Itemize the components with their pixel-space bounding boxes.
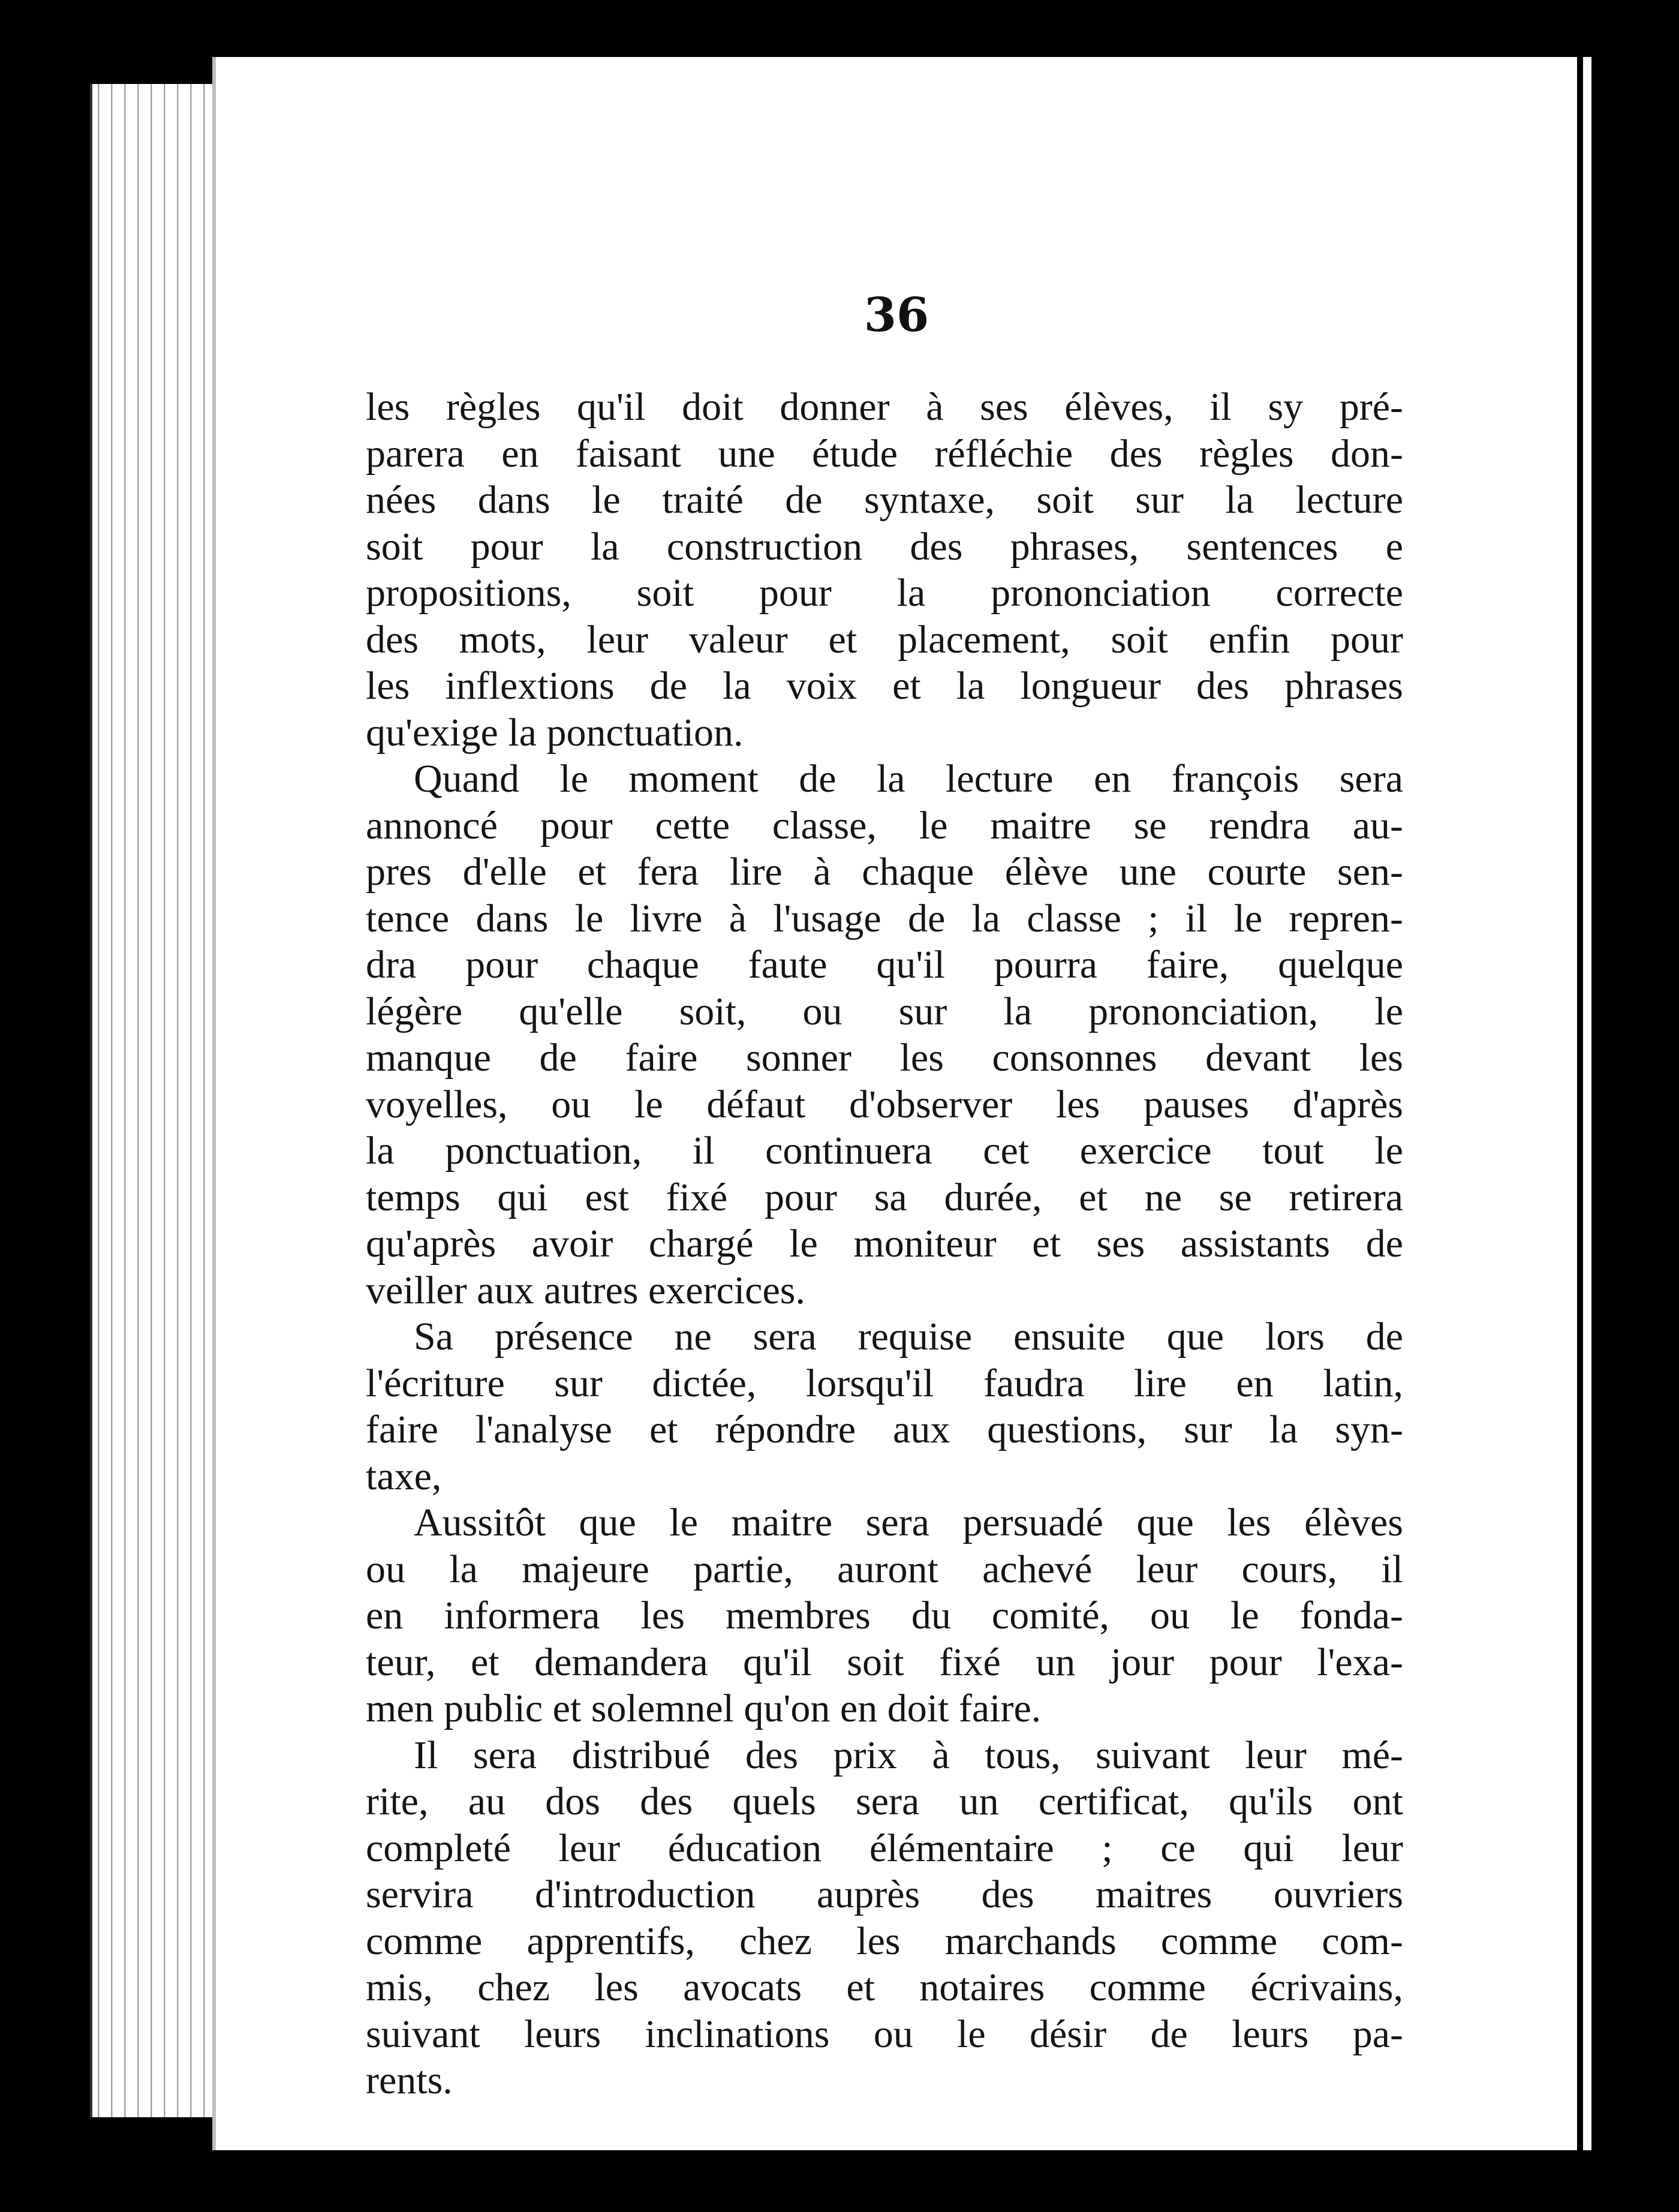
paragraph [366, 756, 1403, 1314]
text-line: pres d'elle et fera lire à chaque élève une courte sen- [366, 850, 1403, 894]
text-line: Sa présence ne sera requise ensuite que lors de [414, 1315, 1403, 1359]
text-line: veiller aux autres exercices. [366, 1268, 805, 1312]
text-line: voyelles, ou le défaut d'observer les pauses d'après [366, 1082, 1403, 1126]
text-line: faire l'analyse et répondre aux questions, sur la syn- [366, 1408, 1403, 1451]
text-line: Aussitôt que le maitre sera persuadé que les élèves [414, 1501, 1403, 1544]
text-line: soit pour la construction des phrases, sentences e [366, 524, 1403, 569]
text-line: rite, au dos des quels sera un certificat, qu'ils ont [366, 1780, 1403, 1823]
text-line: les règles qu'il doit donner à ses élèves, il sy pré- [366, 385, 1403, 429]
text-line: temps qui est fixé pour sa durée, et ne se retirera [366, 1175, 1403, 1219]
text-line: dra pour chaque faute qu'il pourra faire, quelque [366, 943, 1403, 987]
body-text [366, 384, 1403, 2104]
page-number: 36 [863, 288, 929, 342]
text-line: propositions, soit pour la prononciation correcte [366, 571, 1403, 615]
text-line: manque de faire sonner les consonnes devant les [366, 1036, 1403, 1080]
text-line: men public et solemnel qu'on en doit faire. [366, 1687, 1042, 1730]
text-line: les inflextions de la voix et la longueur des phrases [366, 664, 1403, 708]
text-line: rents. [366, 2058, 453, 2102]
text-line: tence dans le livre à l'usage de la classe ; il le repren- [366, 896, 1403, 940]
text-line: nées dans le traité de syntaxe, soit sur la lecture [366, 478, 1403, 522]
text-line: la ponctuation, il continuera cet exercice tout le [366, 1129, 1403, 1173]
text-line: en informera les membres du comité, ou le fonda- [366, 1594, 1403, 1637]
text-line: Il sera distribué des prix à tous, suivant leur mé- [414, 1733, 1403, 1777]
paragraph [366, 1732, 1403, 2104]
book-page [216, 57, 1577, 2150]
text-line: servira d'introduction auprès des maitres ouvriers [366, 1873, 1403, 1916]
text-line: completé leur éducation élémentaire ; ce qui leur [366, 1826, 1403, 1870]
paragraph [366, 1499, 1403, 1732]
text-line: l'écriture sur dictée, lorsqu'il faudra lire en latin, [366, 1361, 1403, 1405]
text-line: suivant leurs inclinations ou le désir de leurs pa- [366, 2012, 1403, 2056]
text-line: annoncé pour cette classe, le maitre se rendra au- [366, 803, 1403, 847]
text-line: taxe, [366, 1454, 442, 1498]
text-line: parera en faisant une étude réfléchie des règles don- [366, 431, 1403, 476]
text-line: teur, et demandera qu'il soit fixé un jour pour l'exa- [366, 1640, 1403, 1684]
text-line: ou la majeure partie, auront achevé leur cours, il [366, 1547, 1403, 1591]
text-line: qu'après avoir chargé le moniteur et ses assistants de [366, 1222, 1403, 1266]
paragraph [366, 384, 1403, 756]
text-line: Quand le moment de la lecture en françois sera [414, 757, 1403, 801]
text-line: comme apprentifs, chez les marchands comme com- [366, 1919, 1403, 1963]
text-line: légère qu'elle soit, ou sur la prononciation, le [366, 989, 1403, 1033]
text-line: mis, chez les avocats et notaires comme écrivains, [366, 1965, 1403, 2009]
text-line: qu'exige la ponctuation. [366, 710, 744, 755]
paragraph [366, 1314, 1403, 1499]
text-line: des mots, leur valeur et placement, soit enfin pour [366, 617, 1403, 662]
next-page-edge [1583, 57, 1591, 2150]
